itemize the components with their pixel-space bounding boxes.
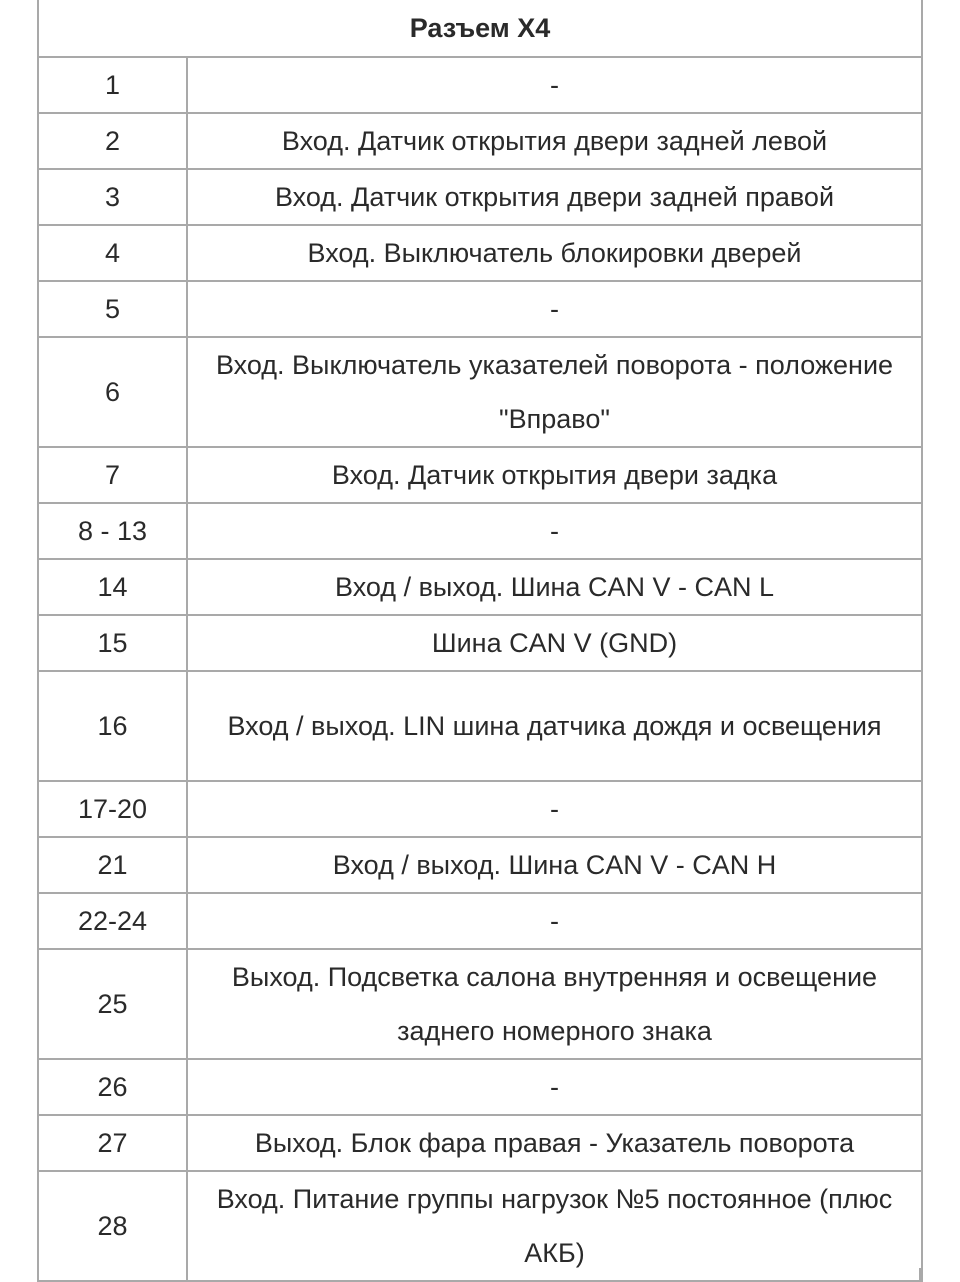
table-title: Разъем Х4 [38, 0, 922, 57]
pin-number: 15 [38, 615, 187, 671]
table-row [38, 281, 922, 337]
table-row [38, 949, 922, 1059]
pin-description: Вход. Датчик открытия двери задней правой [187, 169, 922, 225]
pin-number: 22-24 [38, 893, 187, 949]
pin-number: 1 [38, 57, 187, 113]
pin-description: Вход. Выключатель указателей поворота - положение "Вправо" [187, 337, 922, 447]
pin-description: Выход. Блок фара правая - Указатель поворота [187, 1115, 922, 1171]
pin-description: - [187, 503, 922, 559]
table-row [38, 447, 922, 503]
pin-description: Выход. Подсветка салона внутренняя и освещение заднего номерного знака [187, 949, 922, 1059]
table-row [38, 781, 922, 837]
pin-number: 14 [38, 559, 187, 615]
table-row [38, 113, 922, 169]
table-row [38, 671, 922, 781]
pin-number: 6 [38, 337, 187, 447]
pin-number: 16 [38, 671, 187, 781]
pin-description: Вход / выход. Шина CAN V - CAN L [187, 559, 922, 615]
table-row [38, 169, 922, 225]
pin-number: 4 [38, 225, 187, 281]
pin-description: - [187, 893, 922, 949]
table-row [38, 1059, 922, 1115]
table-header-row [38, 0, 922, 57]
next-row-edge [37, 1268, 921, 1282]
table-row [38, 893, 922, 949]
pin-number: 27 [38, 1115, 187, 1171]
table-row [38, 337, 922, 447]
pin-number: 7 [38, 447, 187, 503]
table-row [38, 1115, 922, 1171]
pin-description: Вход. Выключатель блокировки дверей [187, 225, 922, 281]
pin-number: 28 [38, 1171, 187, 1281]
pin-description: Вход. Датчик открытия двери задней левой [187, 113, 922, 169]
pin-number: 5 [38, 281, 187, 337]
pin-description: - [187, 57, 922, 113]
table-row [38, 559, 922, 615]
pin-number: 21 [38, 837, 187, 893]
table-row [38, 57, 922, 113]
connector-pinout-table [37, 0, 923, 1282]
pin-description: - [187, 281, 922, 337]
pin-number: 26 [38, 1059, 187, 1115]
pin-description: Шина CAN V (GND) [187, 615, 922, 671]
pin-number: 17-20 [38, 781, 187, 837]
pin-description: - [187, 1059, 922, 1115]
pin-number: 3 [38, 169, 187, 225]
pin-number: 25 [38, 949, 187, 1059]
connector-table-container [37, 0, 921, 1282]
table-row [38, 837, 922, 893]
table-row [38, 503, 922, 559]
pin-number: 8 - 13 [38, 503, 187, 559]
table-row [38, 1171, 922, 1281]
table-row [38, 615, 922, 671]
pin-description: Вход / выход. Шина CAN V - CAN H [187, 837, 922, 893]
pin-description: - [187, 781, 922, 837]
pin-description: Вход. Питание группы нагрузок №5 постоянное (плюс АКБ) [187, 1171, 922, 1281]
pin-description: Вход. Датчик открытия двери задка [187, 447, 922, 503]
table-row [38, 225, 922, 281]
pin-description: Вход / выход. LIN шина датчика дождя и освещения [187, 671, 922, 781]
pin-number: 2 [38, 113, 187, 169]
